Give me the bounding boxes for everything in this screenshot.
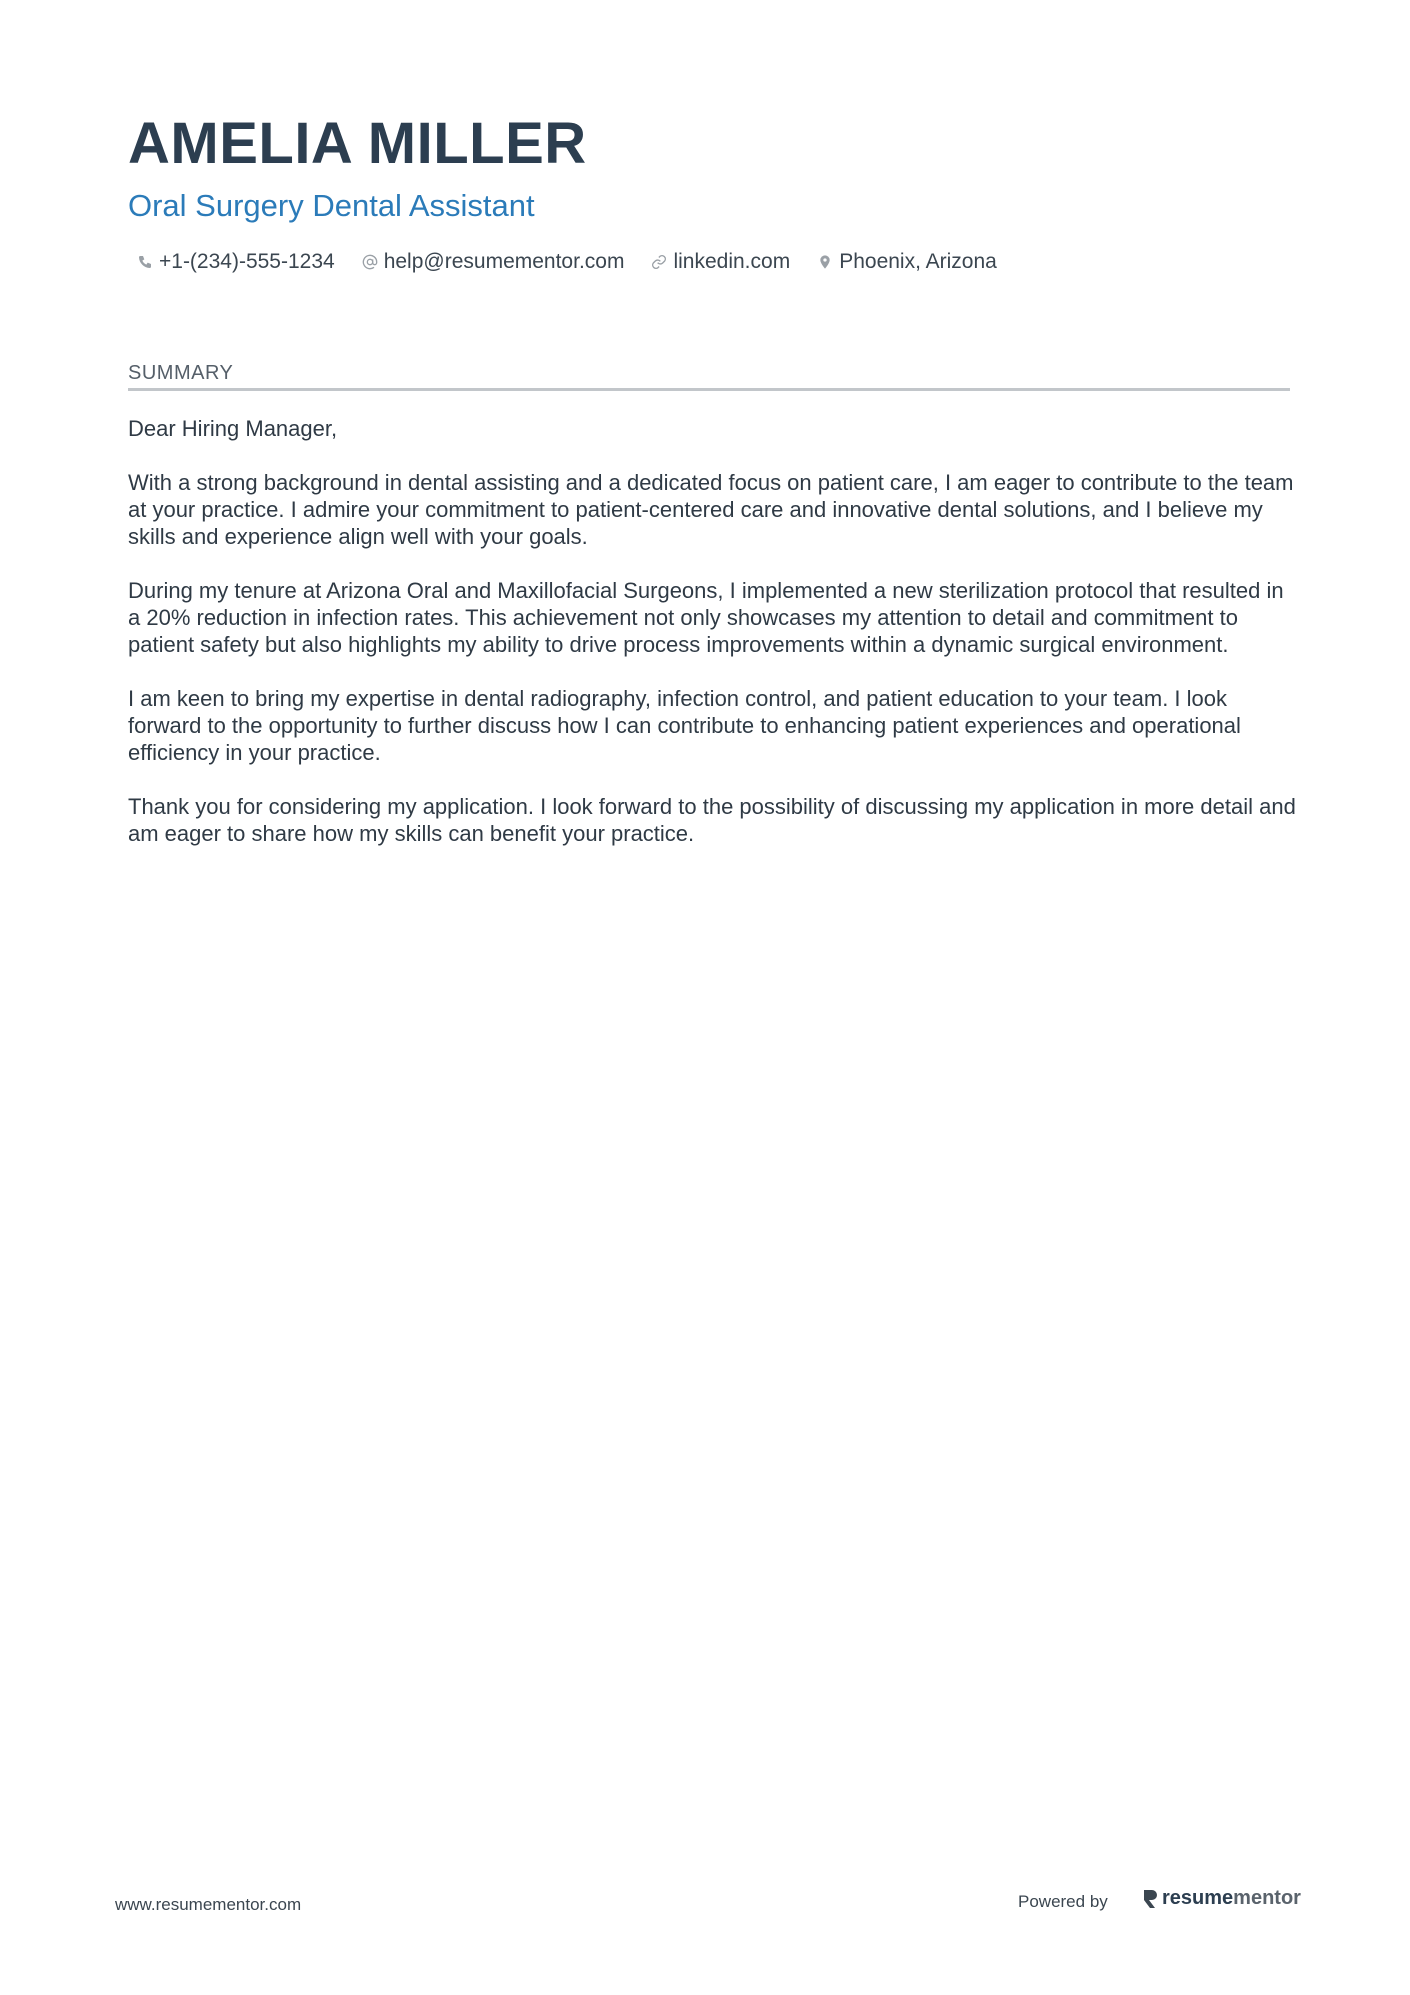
candidate-name: AMELIA MILLER: [128, 111, 587, 176]
contact-info: [136, 246, 1023, 278]
resumementor-logo-icon: [1142, 1888, 1158, 1910]
summary-heading: SUMMARY: [128, 360, 1290, 391]
phone-text: +1-(234)-555-1234: [159, 250, 335, 273]
letter-paragraph: I am keen to bring my expertise in dental radiography, infection control, and patient education to your team. I look forward to the opportunity to further discuss how I can contribute to enhancing patient experiences and operational efficiency in your practice.: [128, 686, 1241, 765]
cover-letter-body: [128, 415, 1298, 874]
contact-location: [816, 250, 997, 274]
contact-phone: [136, 250, 335, 274]
job-title: Oral Surgery Dental Assistant: [128, 188, 535, 223]
brand-name-part2: mentor: [1233, 1887, 1301, 1909]
link-icon: [650, 253, 668, 271]
phone-icon: [136, 253, 154, 271]
powered-by-label: Powered by: [1018, 1892, 1108, 1911]
contact-linkedin[interactable]: [650, 250, 790, 274]
at-icon: [361, 253, 379, 271]
location-pin-icon: [816, 253, 834, 271]
letter-closing: Thank you for considering my application. I look forward to the possibility of discussing my application in more detail and am eager to share how my skills can benefit your practice.: [128, 794, 1296, 846]
footer-website-link[interactable]: www.resumementor.com: [115, 1895, 302, 1914]
email-text[interactable]: help@resumementor.com: [383, 250, 625, 273]
linkedin-text[interactable]: linkedin.com: [673, 250, 791, 273]
brand-name-part1: resume: [1162, 1887, 1234, 1909]
location-text: Phoenix, Arizona: [839, 250, 997, 273]
contact-email[interactable]: [361, 250, 625, 274]
letter-salutation: Dear Hiring Manager,: [128, 416, 338, 441]
letter-paragraph: With a strong background in dental assisting and a dedicated focus on patient care, I am eager to contribute to the team at your practice. I admire your commitment to patient-centered care and innovative dental solutions, and I believe my skills and experience align well with your goals.: [128, 470, 1294, 549]
brand-logo[interactable]: [1142, 1887, 1301, 1910]
letter-paragraph: During my tenure at Arizona Oral and Maxillofacial Surgeons, I implemented a new sterilization protocol that resulted in a 20% reduction in infection rates. This achievement not only showcases my attention to detail and commitment to patient safety but also highlights my ability to drive process improvements within a dynamic surgical environment.: [128, 578, 1284, 657]
